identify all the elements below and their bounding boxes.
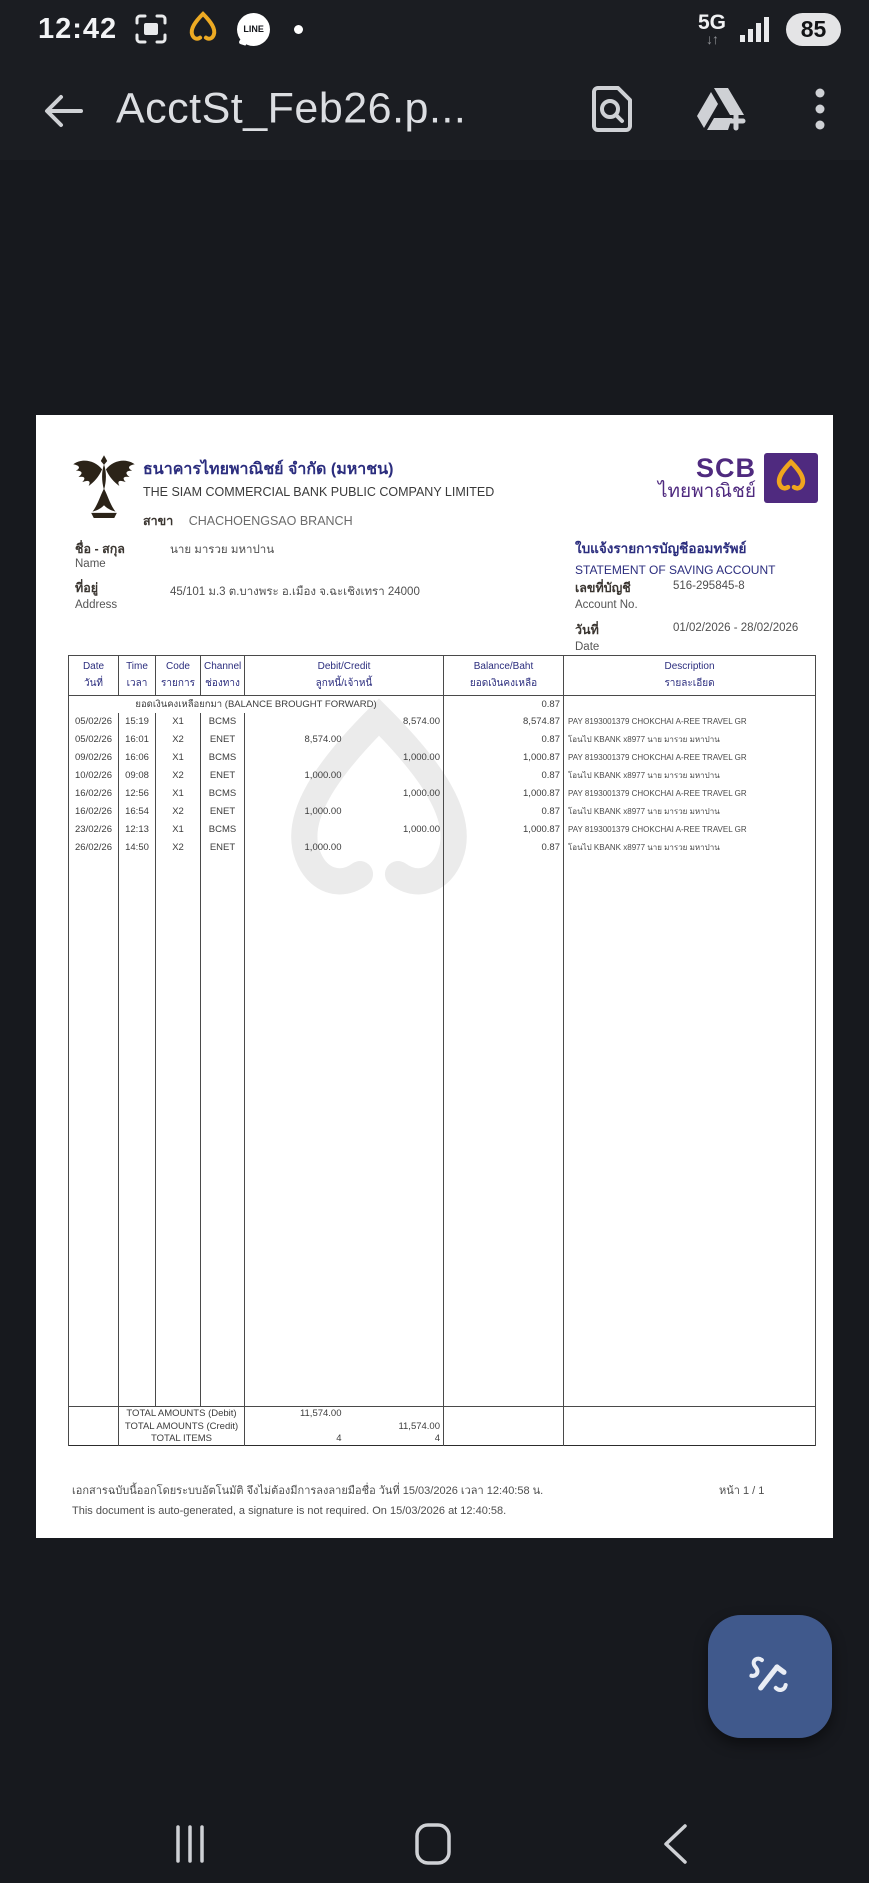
cell-balance: 8,574.87: [444, 713, 564, 731]
filler-cell: [345, 857, 444, 1407]
filler-cell: [444, 857, 564, 1407]
cell-balance: 1,000.87: [444, 821, 564, 839]
scb-app-icon: [185, 11, 221, 47]
status-bar: [0, 0, 869, 58]
account-label-thai: เลขที่บัญชี: [575, 581, 631, 595]
cell-time: 16:54: [119, 803, 156, 821]
cell-balance: 1,000.87: [444, 749, 564, 767]
period-value: 01/02/2026 - 28/02/2026: [673, 622, 799, 634]
scb-flame-icon: [764, 453, 818, 503]
cell-credit: 1,000.00: [345, 785, 444, 803]
transactions-body: [69, 713, 816, 857]
drive-add-button[interactable]: [695, 84, 747, 134]
totals-label: TOTAL AMOUNTS (Debit): [119, 1407, 245, 1420]
cell-time: 16:06: [119, 749, 156, 767]
data-activity-arrows-icon: ↓↑: [705, 31, 718, 47]
header-date: Date วันที่: [69, 656, 119, 696]
cell-balance: 0.87: [444, 767, 564, 785]
scb-logo: [658, 453, 818, 503]
totals-label: TOTAL AMOUNTS (Credit): [119, 1420, 245, 1433]
cell-channel: BCMS: [201, 713, 245, 731]
scb-logo-line1: SCB: [695, 452, 756, 483]
cell-debit: 1,000.00: [245, 839, 345, 857]
totals-description: [564, 1433, 816, 1446]
period-label-english: Date: [575, 641, 600, 653]
table-filler-row: [69, 857, 816, 1407]
cell-date: 16/02/26: [69, 803, 119, 821]
cell-date: 16/02/26: [69, 785, 119, 803]
cell-code: X1: [156, 749, 201, 767]
cell-credit: 1,000.00: [345, 749, 444, 767]
cell-description: PAY 8193001379 CHOKCHAI A-REE TRAVEL GR: [564, 821, 816, 839]
footer-note-english: This document is auto-generated, a signature is not required. On 15/03/2026 at 12:40:58.: [72, 1505, 507, 1517]
status-bar-left: [38, 11, 303, 47]
cell-time: 16:01: [119, 731, 156, 749]
cell-debit: [245, 821, 345, 839]
cell-credit: 1,000.00: [345, 821, 444, 839]
totals-debit: 4: [245, 1433, 345, 1446]
cell-debit: [245, 749, 345, 767]
navigation-bar: [0, 1800, 869, 1883]
cell-credit: [345, 839, 444, 857]
totals-debit: 11,574.00: [245, 1407, 345, 1420]
cell-credit: [345, 803, 444, 821]
cell-date: 05/02/26: [69, 731, 119, 749]
table-header: [69, 656, 816, 696]
filler-cell: [69, 857, 119, 1407]
cell-debit: 1,000.00: [245, 767, 345, 785]
cell-date: 23/02/26: [69, 821, 119, 839]
totals-label: TOTAL ITEMS: [119, 1433, 245, 1446]
cell-channel: BCMS: [201, 785, 245, 803]
totals-blank: [69, 1407, 119, 1420]
cell-time: 12:13: [119, 821, 156, 839]
line-app-icon: [237, 13, 270, 46]
scb-logo-line2: ไทยพาณิชย์: [657, 481, 756, 503]
filler-cell: [201, 857, 245, 1407]
cell-credit: [345, 731, 444, 749]
page-number: หน้า 1 / 1: [719, 1485, 765, 1497]
signature-fab-button[interactable]: [708, 1615, 832, 1738]
cell-time: 14:50: [119, 839, 156, 857]
cell-description: โอนไป KBANK x8977 นาย มารวย มหาปาน: [564, 803, 816, 821]
totals-balance: [444, 1407, 564, 1420]
cell-code: X2: [156, 731, 201, 749]
branch-label: สาขา: [143, 514, 174, 528]
totals-description: [564, 1407, 816, 1420]
totals-row: [69, 1433, 816, 1446]
cell-time: 12:56: [119, 785, 156, 803]
signal-strength-icon: [740, 16, 772, 42]
cell-description: PAY 8193001379 CHOKCHAI A-REE TRAVEL GR: [564, 749, 816, 767]
network-type-indicator: [698, 12, 726, 46]
filler-cell: [564, 857, 816, 1407]
totals-body: [69, 1407, 816, 1446]
back-nav-button[interactable]: [647, 1816, 703, 1872]
cell-date: 05/02/26: [69, 713, 119, 731]
header-code: Code รายการ: [156, 656, 201, 696]
account-number-value: 516-295845-8: [673, 580, 745, 592]
back-button[interactable]: [38, 86, 88, 136]
address-label-english: Address: [75, 599, 118, 611]
account-label-english: Account No.: [575, 599, 638, 611]
totals-blank: [69, 1420, 119, 1433]
totals-credit: [345, 1407, 444, 1420]
balance-brought-forward-row: [69, 696, 816, 713]
cell-code: X1: [156, 713, 201, 731]
address-label-thai: ที่อยู่: [75, 581, 99, 595]
cell-balance: 0.87: [444, 803, 564, 821]
statement-title-thai: ใบแจ้งรายการบัญชีออมทรัพย์: [575, 541, 747, 556]
totals-debit: [245, 1420, 345, 1433]
scb-logo-text: [658, 454, 756, 502]
cell-credit: 8,574.00: [345, 713, 444, 731]
filler-cell: [156, 857, 201, 1407]
address-value: 45/101 ม.3 ต.บางพระ อ.เมือง จ.ฉะเชิงเทรา 24000: [170, 586, 420, 598]
header-description: Description รายละเอียด: [564, 656, 816, 696]
battery-indicator: [786, 13, 841, 46]
home-button[interactable]: [405, 1816, 461, 1872]
transaction-row: [69, 839, 816, 857]
status-bar-right: [698, 12, 841, 46]
cell-channel: BCMS: [201, 749, 245, 767]
header-channel: Channel ช่องทาง: [201, 656, 245, 696]
notification-dot-icon: [294, 25, 303, 34]
totals-blank: [69, 1433, 119, 1446]
transaction-row: [69, 785, 816, 803]
pdf-page: [36, 415, 833, 1538]
battery-level: 85: [800, 15, 827, 42]
cell-date: 10/02/26: [69, 767, 119, 785]
clock: 12:42: [38, 12, 118, 45]
statement-table: [68, 655, 816, 1446]
footer-note-thai: เอกสารฉบับนี้ออกโดยระบบอัตโนมัติ จึงไม่ต้องมีการลงลายมือชื่อ วันที่ 15/03/2026 เวลา 12:40:58 น.: [72, 1485, 544, 1497]
cell-channel: BCMS: [201, 821, 245, 839]
transaction-row: [69, 749, 816, 767]
line-app-label: LINE: [243, 24, 264, 34]
totals-row: [69, 1420, 816, 1433]
cell-code: X2: [156, 839, 201, 857]
cell-description: PAY 8193001379 CHOKCHAI A-REE TRAVEL GR: [564, 713, 816, 731]
transaction-row: [69, 767, 816, 785]
name-label-english: Name: [75, 558, 106, 570]
bank-name-english: THE SIAM COMMERCIAL BANK PUBLIC COMPANY LIMITED: [143, 485, 495, 499]
cell-description: โอนไป KBANK x8977 นาย มารวย มหาปาน: [564, 767, 816, 785]
cell-debit: 8,574.00: [245, 731, 345, 749]
cell-date: 26/02/26: [69, 839, 119, 857]
name-value: นาย มารวย มหาปาน: [170, 544, 275, 556]
statement-title-english: STATEMENT OF SAVING ACCOUNT: [575, 563, 776, 577]
branch-line: [143, 511, 353, 531]
screenshot-icon: [133, 12, 169, 46]
transaction-row: [69, 803, 816, 821]
totals-balance: [444, 1420, 564, 1433]
pdf-viewport[interactable]: [0, 160, 869, 1790]
header-balance: Balance/Baht ยอดเงินคงเหลือ: [444, 656, 564, 696]
cell-time: 09:08: [119, 767, 156, 785]
totals-balance: [444, 1433, 564, 1446]
header-debit-credit: Debit/Credit ลูกหนี้/เจ้าหนี้: [245, 656, 444, 696]
cell-description: โอนไป KBANK x8977 นาย มารวย มหาปาน: [564, 731, 816, 749]
cell-channel: ENET: [201, 731, 245, 749]
cell-balance: 0.87: [444, 731, 564, 749]
cell-credit: [345, 767, 444, 785]
period-label-thai: วันที่: [575, 623, 599, 637]
cell-code: X1: [156, 821, 201, 839]
cell-channel: ENET: [201, 767, 245, 785]
cell-time: 15:19: [119, 713, 156, 731]
cell-debit: [245, 713, 345, 731]
totals-description: [564, 1420, 816, 1433]
cell-debit: [245, 785, 345, 803]
cell-debit: 1,000.00: [245, 803, 345, 821]
cell-channel: ENET: [201, 803, 245, 821]
overflow-menu-button[interactable]: [805, 84, 835, 134]
totals-row: [69, 1407, 816, 1420]
cell-code: X2: [156, 767, 201, 785]
recents-button[interactable]: [162, 1816, 218, 1872]
filler-cell: [119, 857, 156, 1407]
cell-date: 09/02/26: [69, 749, 119, 767]
transaction-row: [69, 821, 816, 839]
garuda-emblem-icon: [72, 451, 136, 521]
signature-pen-icon: [741, 1645, 799, 1708]
cell-description: PAY 8193001379 CHOKCHAI A-REE TRAVEL GR: [564, 785, 816, 803]
transaction-row: [69, 713, 816, 731]
name-label-thai: ชื่อ - สกุล: [75, 542, 125, 556]
transaction-row: [69, 731, 816, 749]
balance-brought-forward-label: ยอดเงินคงเหลือยกมา (BALANCE BROUGHT FORWARD): [69, 696, 444, 713]
totals-credit: 4: [345, 1433, 444, 1446]
cell-description: โอนไป KBANK x8977 นาย มารวย มหาปาน: [564, 839, 816, 857]
balance-brought-forward-value: 0.87: [444, 696, 564, 713]
document-title: AcctSt_Feb26.p...: [116, 84, 467, 133]
balance-brought-forward-description: [564, 696, 816, 713]
cell-balance: 0.87: [444, 839, 564, 857]
filler-cell: [245, 857, 345, 1407]
bank-name-thai: ธนาคารไทยพาณิชย์ จำกัด (มหาชน): [143, 461, 394, 478]
find-in-document-button[interactable]: [587, 84, 637, 134]
cell-channel: ENET: [201, 839, 245, 857]
app-bar: [0, 58, 869, 160]
cell-code: X1: [156, 785, 201, 803]
branch-name: CHACHOENGSAO BRANCH: [188, 514, 353, 528]
cell-balance: 1,000.87: [444, 785, 564, 803]
header-time: Time เวลา: [119, 656, 156, 696]
totals-credit: 11,574.00: [345, 1420, 444, 1433]
cell-code: X2: [156, 803, 201, 821]
network-type-label: 5G: [697, 11, 726, 34]
